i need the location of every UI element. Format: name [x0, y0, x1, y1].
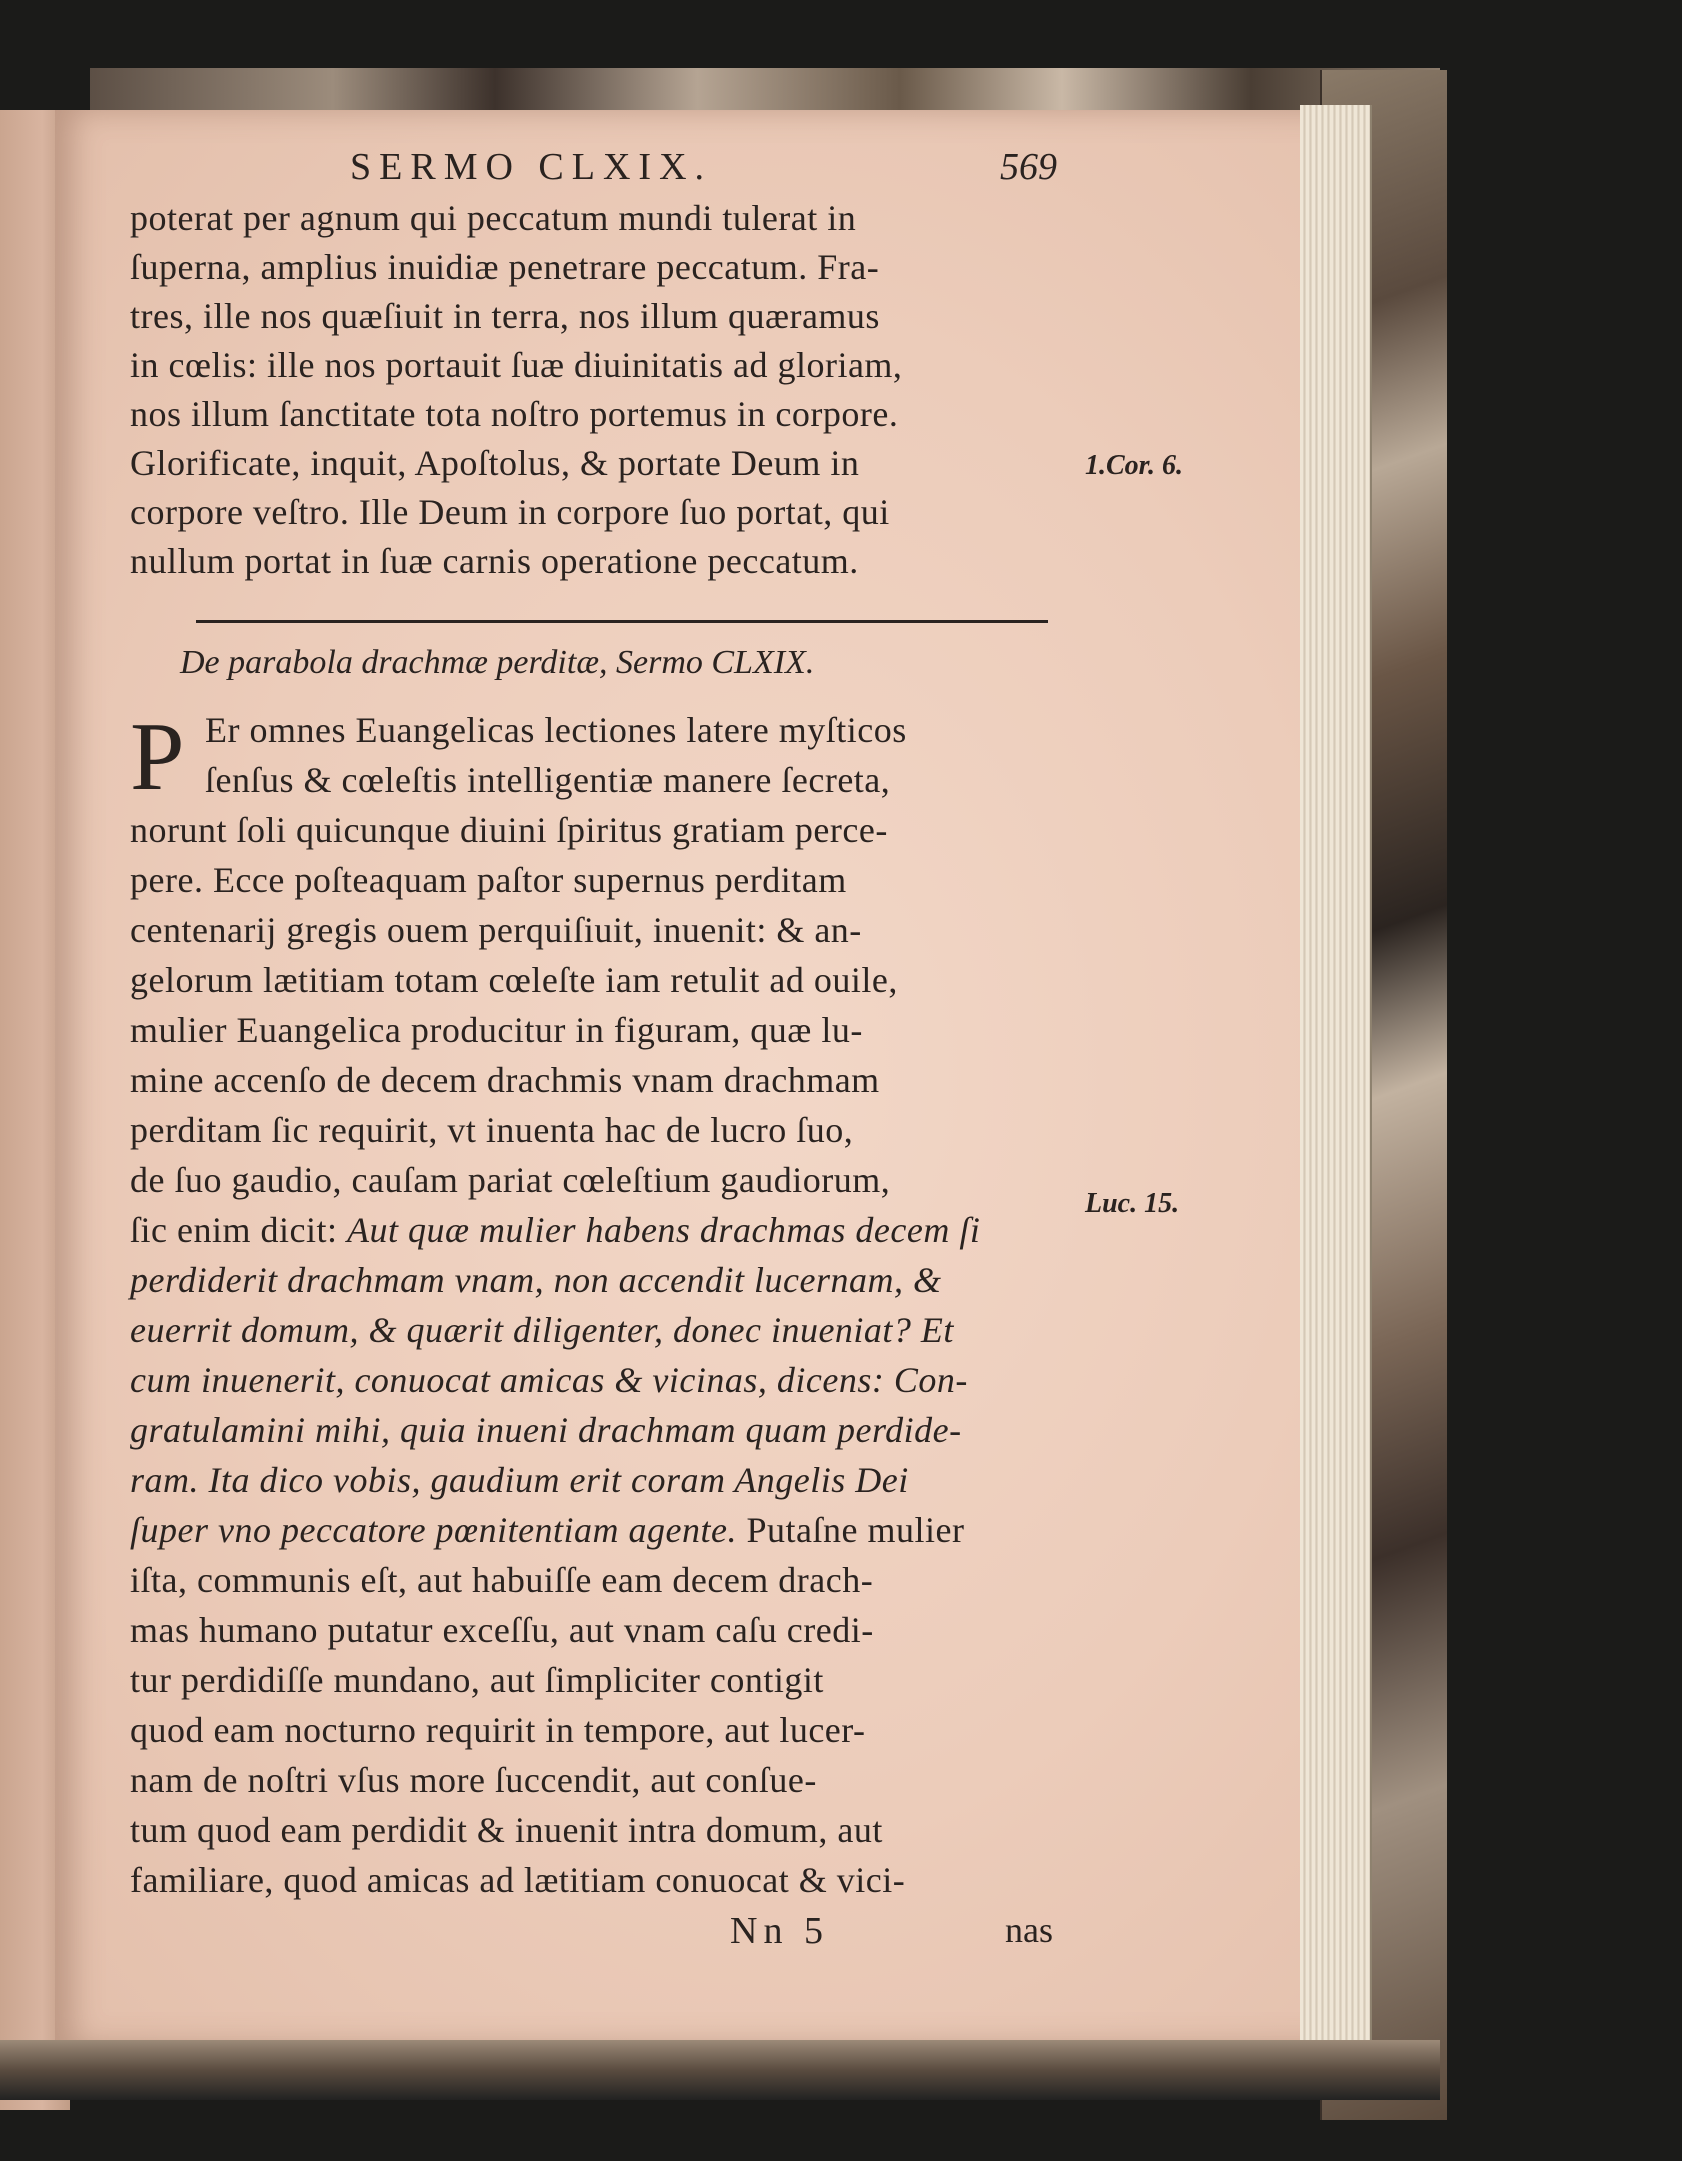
- roman-text: ſic enim dicit:: [130, 1210, 347, 1250]
- text-line: in cœlis: ille nos portauit ſuæ diuinitatis ad gloriam,: [130, 345, 903, 385]
- text-line: corpore veſtro. Ille Deum in corpore ſuo portat, qui: [130, 492, 890, 532]
- signature-mark: Nn 5: [730, 1910, 829, 1952]
- text-line: de ſuo gaudio, cauſam pariat cœleſtium gaudiorum,: [130, 1160, 891, 1200]
- text-line: norunt ſoli quicunque diuini ſpiritus gratiam perce-: [130, 810, 888, 850]
- page-fore-edge: [1300, 105, 1372, 2050]
- bottom-shadow: [0, 2040, 1440, 2100]
- roman-text: Putaſne mulier: [737, 1510, 965, 1550]
- italic-quote-line: ram. Ita dico vobis, gaudium erit coram Angelis Dei: [130, 1460, 909, 1500]
- text-line-mixed: [130, 1212, 980, 1248]
- italic-quote-line: gratulamini mihi, quia inueni drachmam quam perdide-: [130, 1410, 962, 1450]
- page-number: 569: [1000, 146, 1057, 188]
- italic-quote-line: cum inuenerit, conuocat amicas & vicinas, dicens: Con-: [130, 1360, 968, 1400]
- text-line: Glorificate, inquit, Apoſtolus, & portate Deum in: [130, 443, 860, 483]
- text-line: mulier Euangelica producitur in figuram, quæ lu-: [130, 1010, 863, 1050]
- text-line: tur perdidiſſe mundano, aut ſimpliciter contigit: [130, 1660, 824, 1700]
- catchword: nas: [1005, 1910, 1053, 1950]
- sermon-heading: De parabola drachmæ perditæ, Sermo CLXIX.: [180, 644, 815, 681]
- text-line: mine accenſo de decem drachmis vnam drachmam: [130, 1060, 880, 1100]
- text-line: familiare, quod amicas ad lætitiam conuocat & vici-: [130, 1860, 906, 1900]
- section-rule: [196, 620, 1048, 623]
- text-line: Er omnes Euangelicas lectiones latere myſticos: [205, 710, 907, 750]
- margin-note: Luc. 15.: [1085, 1188, 1180, 1219]
- text-line: ſenſus & cœleſtis intelligentiæ manere ſecreta,: [205, 760, 891, 800]
- running-head: SERMO CLXIX.: [350, 146, 713, 188]
- text-line: tres, ille nos quæſiuit in terra, nos illum quæramus: [130, 296, 880, 336]
- text-line: nam de noſtri vſus more ſuccendit, aut conſue-: [130, 1760, 817, 1800]
- text-line: iſta, communis eſt, aut habuiſſe eam decem drach-: [130, 1560, 874, 1600]
- italic-quote: Aut quæ mulier habens drachmas decem ſi: [346, 1210, 981, 1250]
- drop-cap: P: [130, 703, 185, 811]
- text-line: gelorum lætitiam totam cœleſte iam retulit ad ouile,: [130, 960, 898, 1000]
- text-line: tum quod eam perdidit & inuenit intra domum, aut: [130, 1810, 883, 1850]
- text-line: ſuperna, amplius inuidiæ penetrare peccatum. Fra-: [130, 247, 880, 287]
- text-line-mixed: [130, 1512, 964, 1548]
- text-line: perditam ſic requirit, vt inuenta hac de lucro ſuo,: [130, 1110, 854, 1150]
- text-line: poterat per agnum qui peccatum mundi tulerat in: [130, 198, 857, 238]
- text-line: quod eam nocturno requirit in tempore, aut lucer-: [130, 1710, 866, 1750]
- margin-note: 1.Cor. 6.: [1085, 450, 1184, 481]
- text-line: mas humano putatur exceſſu, aut vnam caſu credi-: [130, 1610, 874, 1650]
- text-line: nullum portat in ſuæ carnis operatione peccatum.: [130, 541, 859, 581]
- italic-quote-line: perdiderit drachmam vnam, non accendit lucernam, &: [130, 1260, 942, 1300]
- italic-quote: ſuper vno peccatore pœnitentiam agente.: [130, 1510, 738, 1550]
- text-line: pere. Ecce poſteaquam paſtor supernus perditam: [130, 860, 847, 900]
- text-line: nos illum ſanctitate tota noſtro portemus in corpore.: [130, 394, 899, 434]
- italic-quote-line: euerrit domum, & quærit diligenter, donec inueniat? Et: [130, 1310, 954, 1350]
- text-line: centenarij gregis ouem perquiſiuit, inuenit: & an-: [130, 910, 862, 950]
